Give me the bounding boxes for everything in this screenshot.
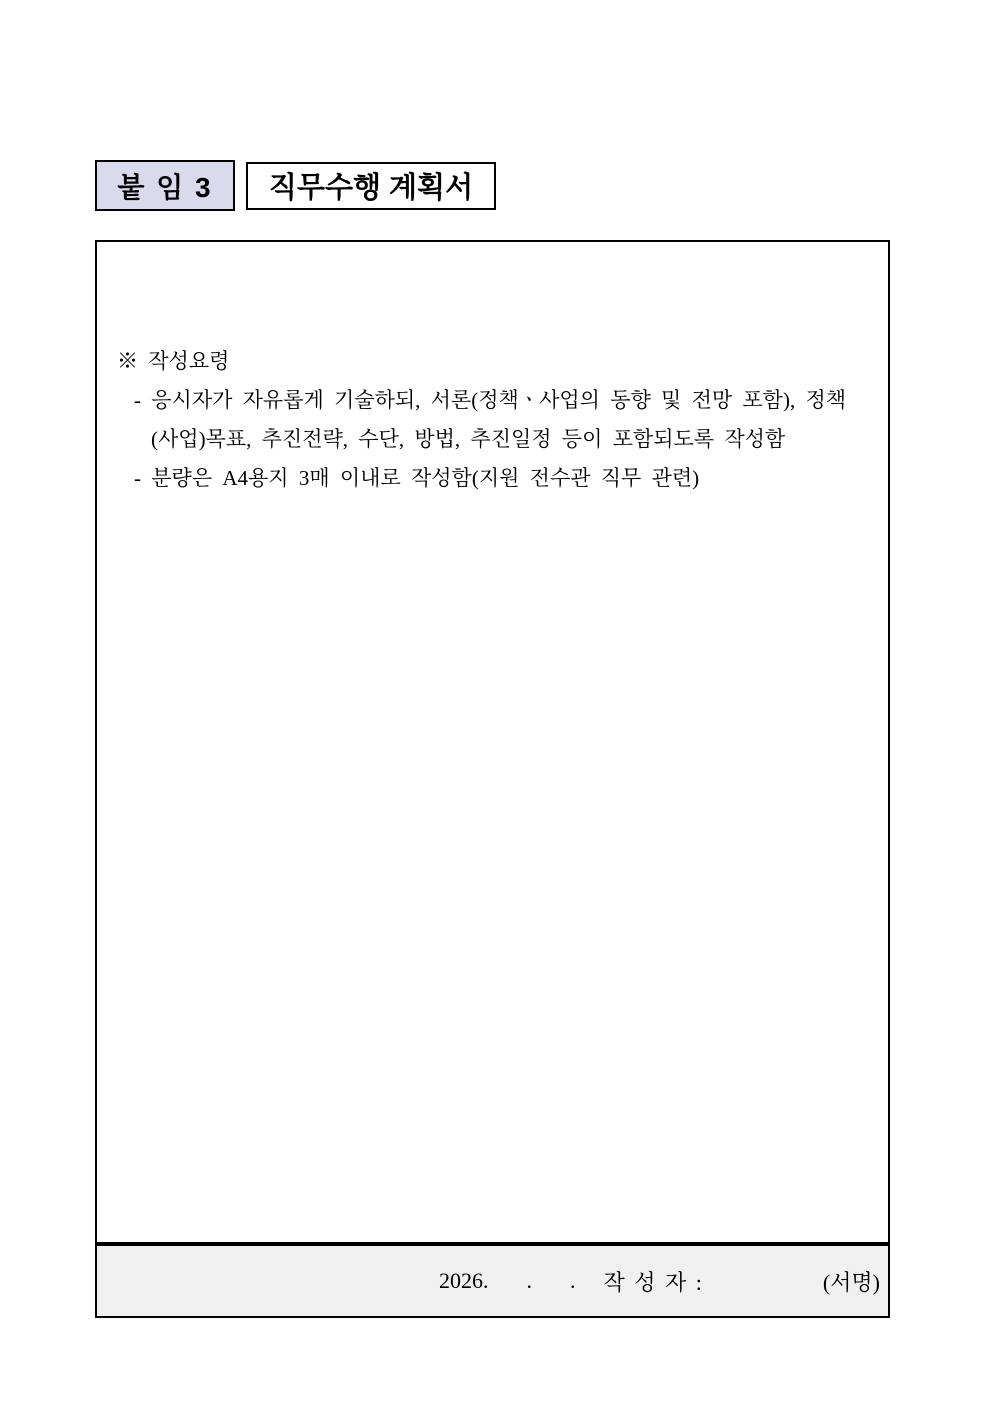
attachment-header	[95, 160, 496, 211]
document-title-box	[246, 162, 496, 210]
attachment-badge-label: 붙 임 3	[117, 171, 213, 203]
signature-label: (서명)	[822, 1269, 880, 1295]
signature-footer	[95, 1244, 890, 1318]
instruction-line: (사업)목표, 추진전략, 수단, 방법, 추진일정 등이 포함되도록 작성함	[151, 427, 786, 451]
instructions-heading: ※ 작성요령	[117, 349, 230, 373]
writing-instructions	[97, 242, 888, 498]
attachment-badge	[95, 160, 235, 211]
author-label: 작 성 자 :	[603, 1269, 702, 1295]
document-title: 직무수행 계획서	[268, 172, 474, 204]
date-line: 2026. . .	[439, 1268, 576, 1293]
instruction-line: - 응시자가 자유롭게 기술하되, 서론(정책ㆍ사업의 동향 및 전망 포함), 정책	[134, 388, 847, 412]
instruction-line: - 분량은 A4용지 3매 이내로 작성함(지원 전수관 직무 관련)	[134, 466, 700, 490]
content-box	[95, 240, 890, 1244]
